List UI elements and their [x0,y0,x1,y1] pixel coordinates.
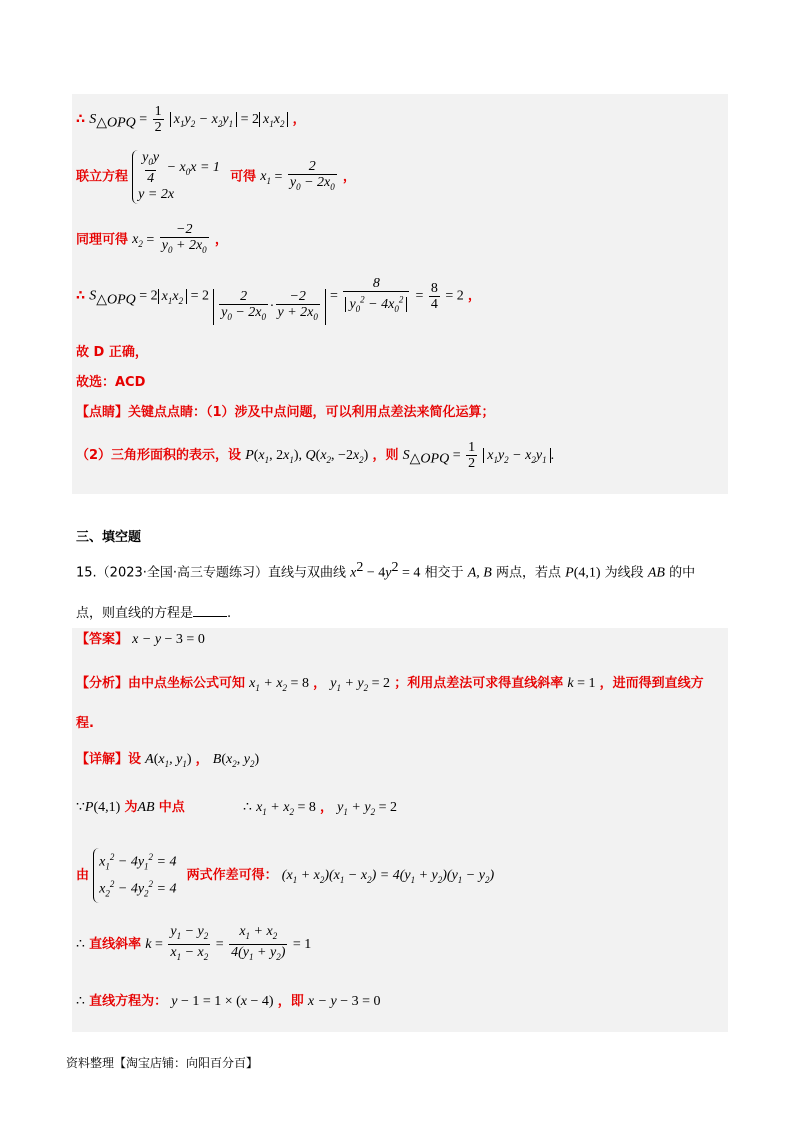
d-correct: 故 D 正确， [76,345,148,360]
footer-source: 资料整理【淘宝店铺：向阳百分百】 [66,1056,259,1070]
line-area-formula: ∴ $S_{\triangle OPQ}$ = $\frac{1}{2}$ $x_1y_2 - x_2y_1 = 2$ $x_1x_2$ ， [76,104,306,135]
question-15-line2: 点，则直线的方程是 . [76,606,232,621]
question-15-line1: 15.（2023·全国·高三专题练习）直线与双曲线 $x^2 - 4y^2 = 4$ 相交于 A, B 两点，若点 P(4,1) 为线段 AB 的中 [76,560,696,581]
answer-line: 【答案】 x − y − 3 = 0 [76,632,205,647]
key-point-1: 【点睛】关键点点睛：（1）涉及中点问题，可以利用点差法来简化运算； [76,405,495,420]
slope-line: ∴ 直线斜率 k = $\frac{y_1 - y_2}{x_1 - x_2}$ = $\frac{x_1 + x_2}{4(y_1 + y_2)}$ = 1 [76,924,311,965]
detail-line: 【详解】设 $A(x_1$, $y_1$) ， $B(x_2$, $y_2$) [76,752,260,769]
key-point-2: （2）三角形面积的表示，设 $P(x_1$, $2x_1$), $Q(x_2$, $-2x_2$) ，则 $S_{\triangle OPQ}$ = $\frac{1}{2}$ $x_1y_2 - x_2y_1$ . [76,440,555,471]
line-simultaneous: 联立方程 $\frac{y_0y}{4}$ − $x_0x = 1$ y = 2x 可得 $x_1$ = $\frac{2}{y_0 - 2x_0}$ ， [76,150,356,202]
choice: 故选：ACD [76,375,146,390]
section-title: 三、填空题 [76,530,142,545]
answer-blank [193,604,227,617]
analysis-line1: 【分析】由中点坐标公式可知 $x_1 + x_2 = 8$ ， $y_1 + y_2 = 2$ ；利用点差法可求得直线斜率 k = 1 ，进而得到直线方 [76,676,704,693]
line-similarly: 同理可得 $x_2$ = $\frac{-2}{y_0 + 2x_0}$ ， [76,222,228,258]
analysis-line2: 程. [76,716,94,731]
midpoint-line: ∵P(4,1) 为AB 中点 ∴ $x_1 + x_2 = 8$ ， $y_1 + y_2 = 2$ [76,800,397,817]
difference-line: 由 $x_1^2 - 4y_1^2 = 4$ $x_2^2 - 4y_2^2 = 4$ 两式作差可得： $(x_1 + x_2)(x_1 - x_2) = 4(y_1 + y_2)(y_1 - y_2)$ [76,848,494,903]
equation-line: ∴ 直线方程为： y − 1 = 1 × (x − 4) ，即 x − y − 3 = 0 [76,994,381,1009]
line-area-result: ∴ $S_{\triangle OPQ} = 2$ $x_1x_2 = 2$ $\frac{2}{y_0 - 2x_0}$ · $\frac{-2}{y + 2x_0}$ = $\frac{8}{y_0^2 - 4x_0^2}$ = $\frac{8}{4}$ = 2 ， [76,276,481,325]
